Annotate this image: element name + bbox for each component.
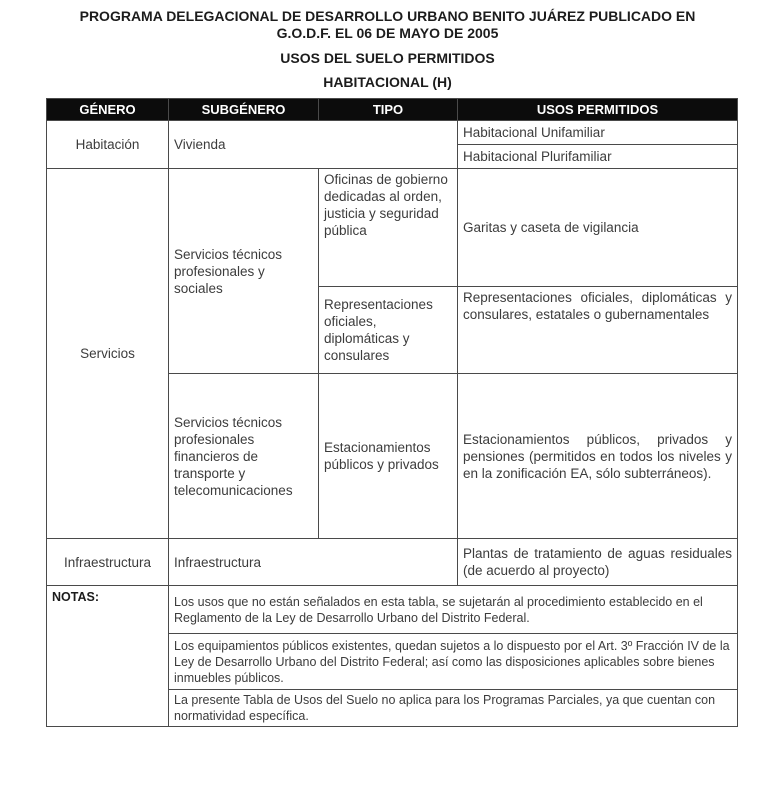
cell-genero-infraestructura: Infraestructura [47,539,169,586]
notas-row [47,586,738,634]
cell-tipo-estacionamientos: Estacionamientos públicos y privados [319,374,458,539]
cell-uso-habitacional-unifamiliar: Habitacional Unifamiliar [458,121,738,145]
column-header-tipo: TIPO [319,99,458,121]
cell-uso-representaciones-oficiales: Representaciones oficiales, diplomáticas y consulares, estatales o gubernamentales [458,287,738,374]
column-header-subgenero: SUBGÉNERO [169,99,319,121]
cell-uso-plantas-tratamiento: Plantas de tratamiento de aguas residuales (de acuerdo al proyecto) [458,539,738,586]
page-title-line-1: PROGRAMA DELEGACIONAL DE DESARROLLO URBANO BENITO JUÁREZ PUBLICADO EN [79,8,696,24]
subtitle-habitacional: HABITACIONAL (H) [323,74,452,90]
cell-uso-estacionamientos: Estacionamientos públicos, privados y pensiones (permitidos en todos los niveles y en la zonificación EA, sólo subterráneos). [458,374,738,539]
table-row [47,539,738,586]
cell-uso-habitacional-plurifamiliar: Habitacional Plurifamiliar [458,145,738,169]
table-header-row [47,99,738,121]
nota-item-3: La presente Tabla de Usos del Suelo no aplica para los Programas Parciales, ya que cuentan con normatividad específica. [169,690,738,727]
cell-tipo-representaciones-oficiales: Representaciones oficiales, diplomáticas y consulares [319,287,458,374]
land-use-table [46,98,738,727]
notas-label: NOTAS: [47,586,169,727]
cell-genero-servicios: Servicios [47,169,169,539]
page-title-line-2: G.O.D.F. EL 06 DE MAYO DE 2005 [276,25,499,41]
nota-item-1: Los usos que no están señalados en esta tabla, se sujetarán al procedimiento establecido en el Reglamento de la Ley de Desarrollo Urbano del Distrito Federal. [169,586,738,634]
cell-genero-habitacion: Habitación [47,121,169,169]
cell-subgenero-servicios-financieros-transporte: Servicios técnicos profesionales financieros de transporte y telecomunicaciones [169,374,319,539]
cell-subgenero-vivienda: Vivienda [169,121,458,169]
cell-subgenero-servicios-tecnicos-sociales: Servicios técnicos profesionales y sociales [169,169,319,374]
subtitle-usos-del-suelo: USOS DEL SUELO PERMITIDOS [280,50,495,66]
cell-subgenero-infraestructura: Infraestructura [169,539,458,586]
column-header-usos-permitidos: USOS PERMITIDOS [458,99,738,121]
table-row [47,121,738,145]
nota-item-2: Los equipamientos públicos existentes, quedan sujetos a lo dispuesto por el Art. 3º Fracción IV de la Ley de Desarrollo Urbano del Distrito Federal; así como las disposiciones aplicables sobre bienes inmuebles públicos. [169,634,738,690]
cell-tipo-oficinas-gobierno: Oficinas de gobierno dedicadas al orden, justicia y seguridad pública [319,169,458,287]
table-row [47,169,738,287]
cell-uso-garitas-vigilancia: Garitas y caseta de vigilancia [458,169,738,287]
column-header-genero: GÉNERO [47,99,169,121]
document-header [0,0,775,90]
